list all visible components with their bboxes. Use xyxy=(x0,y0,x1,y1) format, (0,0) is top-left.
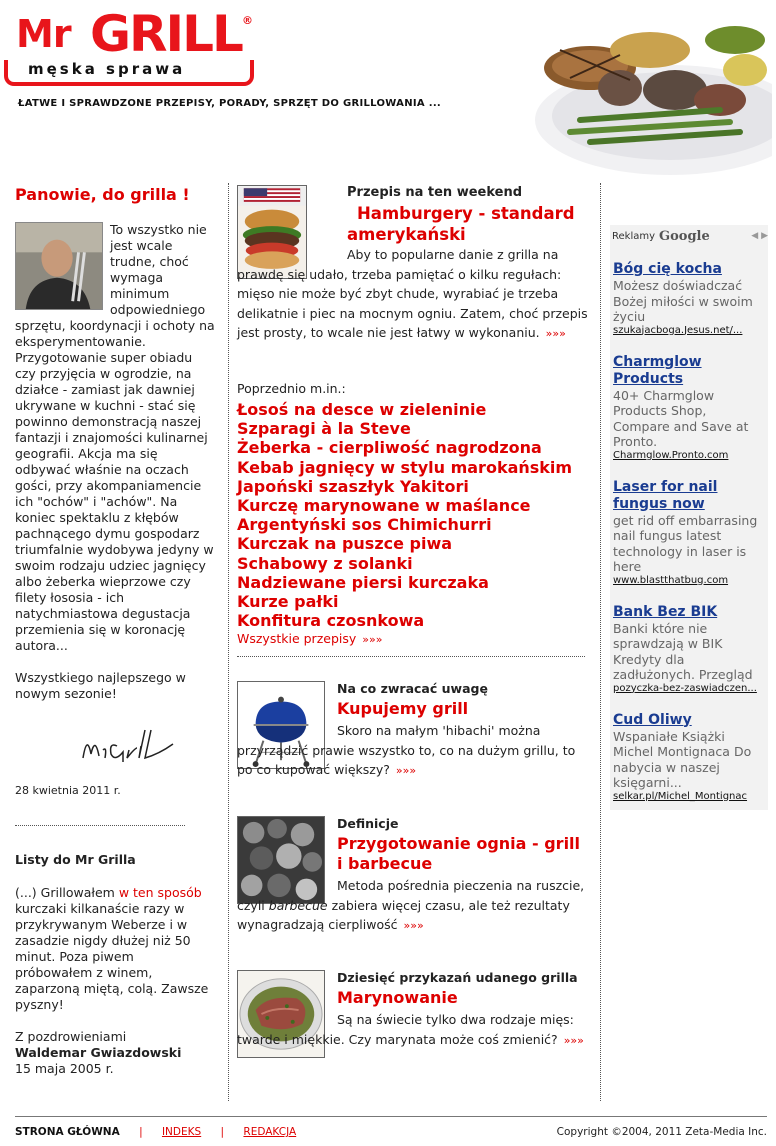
ads-column xyxy=(610,225,768,810)
letter-link[interactable]: w ten sposób xyxy=(118,885,202,900)
card-kicker: Dziesięć przykazań udanego grilla xyxy=(337,970,578,986)
all-recipes-label: Wszystkie przepisy xyxy=(237,631,357,647)
card-text-block xyxy=(237,721,593,781)
card-text-block xyxy=(237,1010,593,1050)
recipes-column xyxy=(237,185,592,1090)
feature-title-link[interactable]: Hamburgery - standard amerykański xyxy=(347,204,575,244)
ad-title[interactable]: Bank Bez BIK xyxy=(613,603,718,620)
ad-title[interactable]: Charmglow Products xyxy=(613,353,702,387)
logo-registered: ® xyxy=(242,14,253,27)
footer-separator: | xyxy=(220,1126,225,1138)
logo-mr: Mr xyxy=(16,12,71,56)
google-logo: Google xyxy=(659,228,710,244)
site-header xyxy=(0,0,776,175)
author-portrait xyxy=(15,222,103,310)
site-tagline: ŁATWE I SPRAWDZONE PRZEPISY, PORADY, SPRZĘT DO GRILLOWANIA ... xyxy=(18,98,442,109)
card-text: Są na świecie tylko dwa rodzaje mięs: twarde i miękkie. Czy marynata może coś zmienić? xyxy=(237,1012,574,1047)
footer-nav xyxy=(15,1126,296,1138)
all-recipes-more: »»» xyxy=(362,633,383,647)
left-divider xyxy=(15,825,185,826)
letter-regards: Z pozdrowieniami xyxy=(15,1029,127,1044)
recipe-link[interactable]: Szparagi à la Steve xyxy=(237,419,411,439)
ad-item[interactable] xyxy=(613,261,764,336)
letter-text-end: kurczaki kilkanaście razy w przykrywanym Weberze i w zasadzie nigdy dłużej niż 50 minut. Poza piwem próbowałem z winem, zaparzoną miętą, colą. Zawsze pyszny! xyxy=(15,901,209,1012)
ad-url[interactable]: Charmglow.Pronto.com xyxy=(613,449,729,461)
ad-item[interactable] xyxy=(613,604,764,694)
card-more-link[interactable]: »»» xyxy=(563,1033,584,1047)
logo-grill: GRILL xyxy=(90,5,242,63)
recipe-link[interactable]: Japoński szaszłyk Yakitori xyxy=(237,476,469,496)
grilled-food-photo xyxy=(520,10,772,175)
ads-list xyxy=(610,247,768,810)
ad-item[interactable] xyxy=(613,479,764,586)
ad-title[interactable]: Laser for nail fungus now xyxy=(613,478,718,512)
ad-body: Możesz doświadczać Bożej miłości w swoim życiu xyxy=(613,278,753,324)
letter-text-start: (...) Grillowałem xyxy=(15,885,119,900)
recipe-link[interactable]: Kurczę marynowane w maślance xyxy=(237,496,531,516)
card-more-link[interactable]: »»» xyxy=(403,919,424,933)
ads-header xyxy=(610,225,768,247)
recipe-link[interactable]: Argentyński sos Chimichurri xyxy=(237,515,492,535)
feature-text-block xyxy=(237,245,593,344)
card-kicker: Na co zwracać uwagę xyxy=(337,681,488,697)
ad-url[interactable]: pozyczka-bez-zaswiadczen... xyxy=(613,682,757,694)
logo-subtitle: męska sprawa xyxy=(28,60,186,78)
card-text: Skoro na małym 'hibachi' można przyrządzić prawie wszystko to, co na dużym grillu, to po co kupować większy? xyxy=(237,723,576,778)
recipe-link[interactable]: Kebab jagnięcy w stylu marokańskim xyxy=(237,457,573,477)
intro-title: Panowie, do grilla ! xyxy=(15,185,190,204)
ad-item[interactable] xyxy=(613,354,764,461)
footer-home-link[interactable]: STRONA GŁÓWNA xyxy=(15,1126,120,1138)
ad-body: Banki które nie sprawdzają w BIK Kredyty dla zadłużonych. Przegląd xyxy=(613,620,753,682)
recipe-link[interactable]: Żeberka - cierpliwość nagrodzona xyxy=(237,438,542,458)
previous-recipes-list xyxy=(237,400,592,630)
ad-body: 40+ Charmglow Products Shop, Compare and Save at Pronto. xyxy=(613,387,749,449)
article-card-buying xyxy=(237,681,592,816)
signature-image xyxy=(79,724,179,764)
ads-nav-arrows-icon[interactable]: ◀ ▶ xyxy=(751,231,768,241)
site-logo[interactable] xyxy=(2,5,254,88)
intro-text-block xyxy=(15,222,215,654)
letter-author: Waldemar Gwiazdowski xyxy=(15,1045,182,1060)
card-title-link[interactable]: Kupujemy grill xyxy=(337,699,469,719)
ad-body: get rid off embarrasing nail fungus latest technology in laser is here xyxy=(613,512,758,574)
footer-editorial-link[interactable]: REDAKCJA xyxy=(243,1126,297,1138)
weekend-recipe xyxy=(237,185,592,375)
intro-column xyxy=(15,185,215,1077)
article-card-fire xyxy=(237,816,592,970)
column-divider-left xyxy=(228,183,229,1101)
ad-item[interactable] xyxy=(613,712,764,802)
letter-text xyxy=(15,885,215,1013)
feature-kicker: Przepis na ten weekend xyxy=(347,185,523,200)
recipe-link[interactable]: Kurze pałki xyxy=(237,592,339,612)
column-divider-right xyxy=(600,183,601,1101)
footer-index-link[interactable]: INDEKS xyxy=(161,1126,202,1138)
ad-title[interactable]: Bóg cię kocha xyxy=(613,261,722,277)
card-title-link[interactable]: Przygotowanie ognia - grill i barbecue xyxy=(337,834,581,874)
recipe-link[interactable]: Nadziewane piersi kurczaka xyxy=(237,572,489,592)
ad-title[interactable]: Cud Oliwy xyxy=(613,711,692,728)
ad-url[interactable]: selkar.pl/Michel_Montignac xyxy=(613,790,748,802)
previous-label: Poprzednio m.in.: xyxy=(237,381,346,396)
intro-text: To wszystko nie jest wcale trudne, choć wymaga minimum odpowiedniego sprzętu, koordynacji i ochoty na eksperymentowanie. Przygotowanie super obiadu czy przyjęcia w ogrodzie, na działce - zamiast jak dawniej ukrywane w kuchni - stać się powinno demonstracją naszej fantazji i znajomości kulinarnej geografii. Akcja ma się odbywać właśnie na oczach gości, przy akompaniamencie ich "ochów" i "achów". Na koniec spektaklu z kłębów pachnącego dymu gospodarz triumfalnie wydobywa jedyny w swoim rodzaju udziec jagnięcy albo żeberka wieprzowe czy filety łososia - ich natychmiastowa degustacja przemienia się w koronację autora... xyxy=(15,222,215,653)
card-text-block xyxy=(237,876,593,936)
ad-body: Wspaniałe Książki Michel Montignaca Do nabycia w naszej księgarni... xyxy=(613,728,752,790)
ad-url[interactable]: www.blastthatbug.com xyxy=(613,574,729,586)
card-text-emphasis: barbecue xyxy=(268,897,328,913)
card-kicker: Definicje xyxy=(337,816,399,832)
ad-url[interactable]: szukajacboga.Jesus.net/... xyxy=(613,324,743,336)
footer-separator: | xyxy=(139,1126,143,1138)
recipe-link[interactable]: Kurczak na puszce piwa xyxy=(237,534,453,554)
recipe-link[interactable]: Łosoś na desce w zieleninie xyxy=(237,400,487,419)
site-footer xyxy=(15,1116,767,1146)
wishes-text: Wszystkiego najlepszego w nowym sezonie! xyxy=(15,670,186,701)
letter-date: 15 maja 2005 r. xyxy=(15,1061,114,1076)
all-recipes-link[interactable] xyxy=(237,631,592,646)
recipe-link[interactable]: Konfitura czosnkowa xyxy=(237,611,425,631)
recipe-link[interactable]: Schabowy z solanki xyxy=(237,553,413,573)
ads-label[interactable]: Reklamy xyxy=(612,230,656,242)
card-more-link[interactable]: »»» xyxy=(395,764,417,778)
intro-date: 28 kwietnia 2011 r. xyxy=(15,784,121,797)
feature-text: Aby to popularne danie z grilla na prawdę się udało, trzeba pamiętać o kilku regułach: mięso nie może być zbyt chude, wyrabiać je trzeba delikatnie i piec na mocnym ogniu. Zatem, choć przepis jest prosty, to wcale nie jest łatwy w wykonaniu. xyxy=(237,247,588,340)
feature-more-link[interactable]: »»» xyxy=(545,327,566,340)
card-title-link[interactable]: Marynowanie xyxy=(337,988,458,1008)
card-text-end: zabiera więcej czasu, ale też rezultaty wynagradzają cierpliwość xyxy=(237,897,570,933)
card-text-start: Metoda pośrednia pieczenia na ruszcie, czyli xyxy=(237,878,585,913)
copyright-text: Copyright ©2004, 2011 Zeta-Media Inc. xyxy=(556,1126,767,1138)
letters-title: Listy do Mr Grilla xyxy=(15,852,136,867)
article-card-marinade xyxy=(237,970,592,1090)
